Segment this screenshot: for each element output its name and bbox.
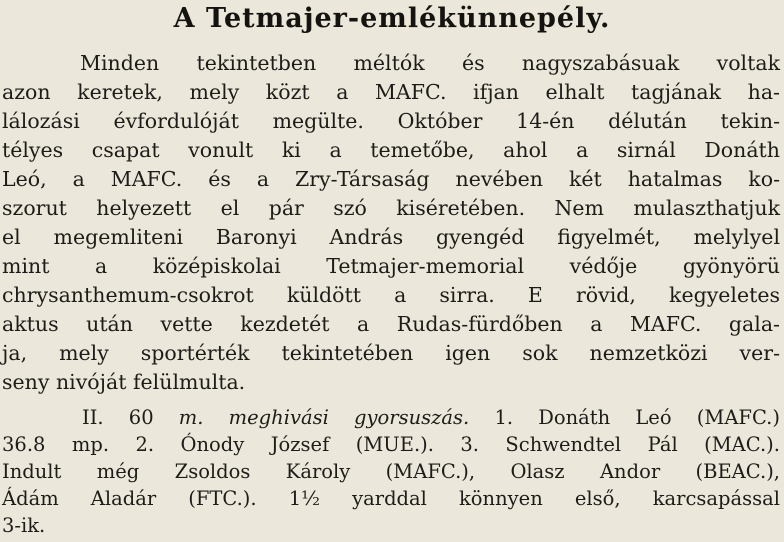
results-prefix: II. 60 [82,406,179,429]
article-title: A Tetmajer-emlékünnepély. [173,3,611,34]
paragraph-line: azon keretek, mely közt a MAFC. ifjan elhalt tagjának ha- [2,80,780,104]
results-line: Indult még Zsoldos Károly (MAFC.), Olasz Andor (BEAC.), [2,460,780,483]
results-line: 3-ik. [2,514,46,537]
paragraph-line: Minden tekintetben méltók és nagyszabásuak voltak [80,51,780,75]
paragraph-line: Leó, a MAFC. és a Zry-Társaság nevében két hatalmas ko- [2,167,780,191]
paragraph-line: télyes csapat vonult ki a temetőbe, ahol a sirnál Donáth [2,138,780,162]
results-event: m. meghivási gyorsuszás. [178,406,470,429]
paragraph-line: szorut helyezett el pár szó kiséretében. Nem mulaszthatjuk [2,196,780,220]
paragraph-line: seny nivóját felülmulta. [2,370,246,394]
paragraph-line: ja, mely sportérték tekintetében igen sok nemzetközi ver- [2,341,780,365]
results-rest: 1. Donáth Leó (MAFC.) [469,406,780,429]
paragraph-line: aktus után vette kezdetét a Rudas-fürdőben a MAFC. gala- [2,312,780,336]
results-line: Ádám Aladár (FTC.). 1½ yarddal könnyen első, karcsapással [2,487,780,510]
paragraph-line: chrysanthemum-csokrot küldött a sirra. E rövid, kegyeletes [2,283,780,307]
results-line [82,404,780,431]
results-line: 36.8 mp. 2. Ónody József (MUE.). 3. Schwendtel Pál (MAC.). [2,433,780,456]
paragraph-line: mint a középiskolai Tetmajer-memorial védője gyönyörü [2,254,780,278]
paragraph-line: lálozási évfordulóját megülte. Október 14-én délután tekin- [2,109,780,133]
paragraph-line: el megemliteni Baronyi András gyengéd figyelmét, melylyel [2,225,780,249]
